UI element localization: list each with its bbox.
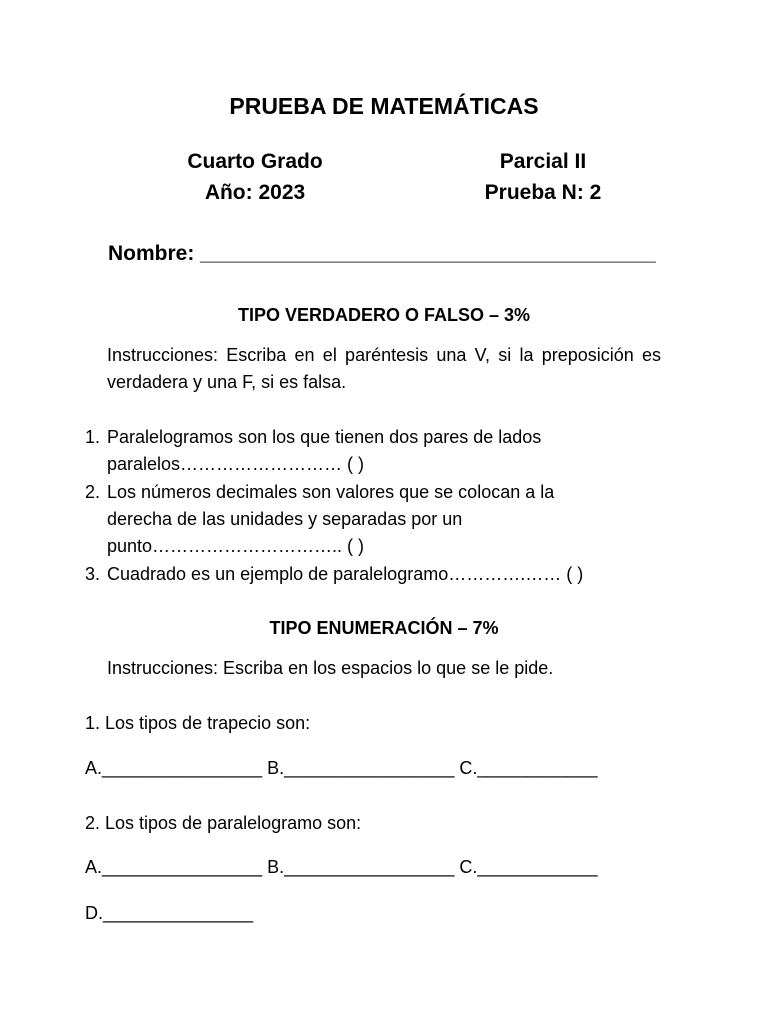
question-number: 1. <box>85 427 101 447</box>
section-enumeration-title: TIPO ENUMERACIÓN – 7% <box>269 618 499 638</box>
answer-blanks[interactable]: A.________________ B._________________ C.____________ <box>85 857 598 877</box>
answer-blank[interactable]: D._______________ <box>85 903 254 923</box>
question-answer-line[interactable]: Cuadrado es un ejemplo de paralelogramo………….…… ( ) <box>107 564 584 584</box>
answer-blanks[interactable]: A.________________ B._________________ C.____________ <box>85 758 598 778</box>
enumeration-question: 1. Los tipos de trapecio son: <box>85 713 311 733</box>
grade-label: Cuarto Grado <box>187 150 323 173</box>
test-number-label: Prueba N: 2 <box>484 181 602 204</box>
enumeration-question: 2. Los tipos de paralelogramo son: <box>85 813 362 833</box>
question-number: 3. <box>85 564 101 584</box>
question-number: 2. <box>85 482 101 502</box>
student-name-field[interactable]: Nombre: _______________________________________ <box>108 242 656 265</box>
question-answer-line[interactable]: punto………………………….. ( ) <box>107 536 365 556</box>
partial-label: Parcial II <box>499 150 587 173</box>
question-text: derecha de las unidades y separadas por un <box>107 509 463 529</box>
year-label: Año: 2023 <box>204 181 306 204</box>
section-true-false-title: TIPO VERDADERO O FALSO – 3% <box>237 305 531 325</box>
question-text: Los números decimales son valores que se colocan a la <box>107 482 555 502</box>
question-answer-line[interactable]: paralelos……………………… ( ) <box>107 454 365 474</box>
section-enumeration-instructions: Instrucciones: Escriba en los espacios lo que se le pide. <box>107 658 554 678</box>
exam-title: PRUEBA DE MATEMÁTICAS <box>229 93 539 119</box>
question-text: Paralelogramos son los que tienen dos pares de lados <box>107 427 542 447</box>
section-true-false-instructions: Instrucciones: Escriba en el paréntesis una V, si la preposición es verdadera y una F, si es falsa. <box>107 345 661 392</box>
